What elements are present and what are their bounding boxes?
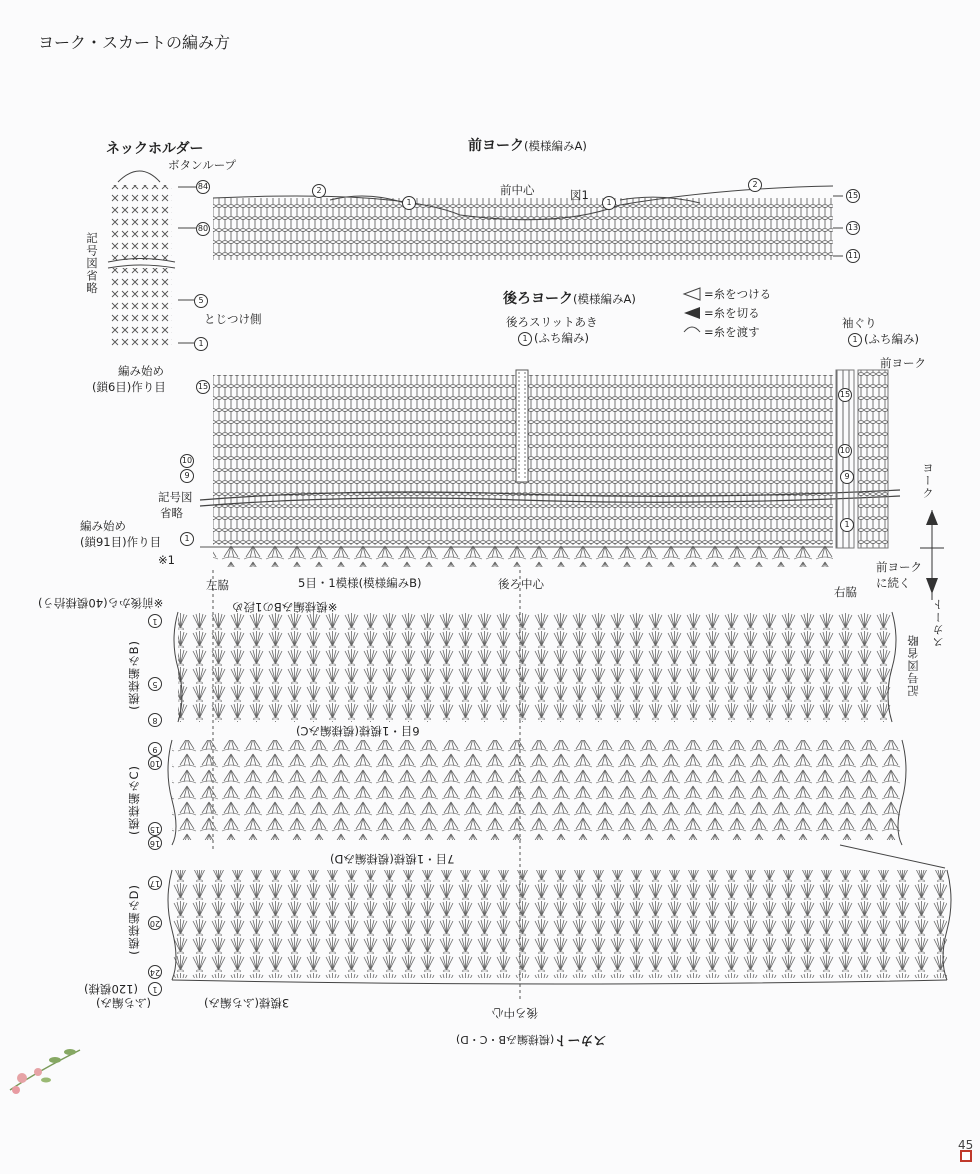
skirt-row-d-17: 17 bbox=[148, 876, 162, 890]
back-abbrev-line1: 記号図 bbox=[158, 490, 193, 504]
skirt-edge-count: (120模様) bbox=[84, 982, 138, 996]
neck-row-1: 1 bbox=[194, 337, 208, 351]
skirt-title-pattern: (模様編みB・C・D) bbox=[456, 1033, 555, 1046]
neck-abbrev-label: 記号図省略 bbox=[85, 232, 99, 295]
skirt-abbrev: 記号図省略 bbox=[906, 634, 920, 697]
skirt-b-once-note: ※模様編みBの1段め bbox=[232, 600, 338, 614]
front-row-11: 11 bbox=[846, 249, 860, 263]
back-yoke-title bbox=[503, 288, 636, 308]
front-yoke-title-text: 前ヨーク bbox=[468, 138, 524, 154]
armhole-edge-label: (ふち編み) bbox=[864, 332, 919, 346]
skirt-title: スカート bbox=[554, 1032, 607, 1047]
star-row-label: ※1 bbox=[158, 553, 175, 567]
back-row-10-left: 10 bbox=[180, 454, 194, 468]
neck-start-chain: (鎖6目)作り目 bbox=[92, 380, 166, 394]
slit-edge-label: (ふち編み) bbox=[534, 331, 589, 345]
back-yoke-pattern: (模様編みA) bbox=[573, 292, 636, 306]
legend-carry: =糸を渡す bbox=[704, 325, 760, 339]
back-row-9-left: 9 bbox=[180, 469, 194, 483]
skirt-front-back-note: ※前後から(40模様拾う) bbox=[38, 596, 164, 610]
front-mark-2-right: 2 bbox=[748, 178, 762, 192]
skirt-row-c-16: 16 bbox=[148, 836, 162, 850]
neck-row-84: 84 bbox=[196, 180, 210, 194]
front-row-13: 13 bbox=[846, 221, 860, 235]
fig1-label: 図1 bbox=[570, 188, 589, 202]
repeat-b-label: 5目・1模様(模様編みB) bbox=[298, 576, 422, 590]
flower-decoration-icon bbox=[10, 1049, 80, 1094]
back-row-10-right: 10 bbox=[838, 444, 852, 458]
neck-row-5: 5 bbox=[194, 294, 208, 308]
page-title: ヨーク・スカートの編み方 bbox=[38, 33, 231, 52]
front-center-label: 前中心 bbox=[500, 183, 535, 197]
back-start-chain: (鎖91目)作り目 bbox=[80, 535, 162, 549]
front-mark-2-left: 2 bbox=[312, 184, 326, 198]
front-yoke-chart bbox=[213, 186, 843, 260]
front-row-15: 15 bbox=[846, 189, 860, 203]
back-abbrev-line2: 省略 bbox=[160, 506, 183, 520]
skirt-row-c-9: 9 bbox=[148, 742, 162, 756]
skirt-row-d-20: 20 bbox=[148, 916, 162, 930]
skirt-pattern-b: (模様編みB) bbox=[127, 640, 141, 710]
yoke-direction-label: ヨーク bbox=[921, 462, 935, 500]
page-number: 45 bbox=[958, 1138, 974, 1152]
skirt-c-chart bbox=[168, 740, 906, 845]
skirt-row-b-5: 5 bbox=[148, 677, 162, 691]
skirt-row-b-8: 8 bbox=[148, 713, 162, 727]
skirt-back-center: 後ろ中心 bbox=[492, 1006, 538, 1020]
back-row-9-right: 9 bbox=[840, 470, 854, 484]
skirt-row-c-10: 10 bbox=[148, 756, 162, 770]
skirt-edge-patterns: (ふち編み) bbox=[96, 996, 151, 1010]
skirt-three-patterns: 3模様(ふち編み) bbox=[204, 996, 290, 1010]
continue-label-2: に続く bbox=[876, 576, 911, 590]
armhole-num: 1 bbox=[848, 333, 862, 347]
front-yoke-pattern: (模様編みA) bbox=[524, 139, 587, 153]
skirt-row-b-1: 1 bbox=[148, 614, 162, 628]
back-start-label: 編み始め bbox=[80, 519, 126, 533]
neck-start-label: 編み始め bbox=[118, 364, 164, 378]
front-yoke-title bbox=[468, 135, 587, 155]
skirt-pattern-c: (模様編みC) bbox=[127, 765, 141, 836]
skirt-row-d-24: 24 bbox=[148, 965, 162, 979]
legend-attach: =糸をつける bbox=[704, 287, 772, 301]
skirt-row-edge-1: 1 bbox=[148, 982, 162, 996]
skirt-d-chart bbox=[168, 845, 951, 984]
skirt-pattern-d: (模様編みD) bbox=[127, 884, 141, 955]
skirt-title-block bbox=[456, 1032, 606, 1051]
back-yoke-title-text: 後ろヨーク bbox=[503, 291, 573, 307]
back-yoke-chart bbox=[200, 370, 944, 600]
back-row-1-right: 1 bbox=[840, 518, 854, 532]
right-side-label: 右脇 bbox=[834, 585, 857, 599]
neck-holder-title: ネックホルダー bbox=[106, 141, 204, 157]
join-side-label: とじつけ側 bbox=[204, 312, 262, 326]
back-row-15-right: 15 bbox=[838, 388, 852, 402]
repeat-c-label: 6目・1模様(模様編みC) bbox=[296, 724, 420, 738]
repeat-d-label: 7目・1模様(模様編みD) bbox=[330, 852, 455, 866]
back-center-label: 後ろ中心 bbox=[498, 577, 544, 591]
legend-symbols bbox=[684, 288, 700, 332]
slit-num: 1 bbox=[518, 332, 532, 346]
skirt-direction-label: スカート bbox=[931, 598, 945, 648]
neck-holder-chart bbox=[108, 171, 196, 350]
front-mark-1-left: 1 bbox=[402, 196, 416, 210]
continue-label-1: 前ヨーク bbox=[876, 560, 922, 574]
button-loop-label: ボタンループ bbox=[168, 158, 237, 172]
back-front-yoke-label: 前ヨーク bbox=[880, 356, 926, 370]
back-row-15-left: 15 bbox=[196, 380, 210, 394]
skirt-row-c-15: 15 bbox=[148, 822, 162, 836]
left-side-label: 左脇 bbox=[206, 578, 229, 592]
slit-label: 後ろスリットあき bbox=[506, 315, 598, 329]
back-row-1-left: 1 bbox=[180, 532, 194, 546]
neck-row-80: 80 bbox=[196, 222, 210, 236]
legend-cut: =糸を切る bbox=[704, 306, 760, 320]
front-mark-1-right: 1 bbox=[602, 196, 616, 210]
armhole-label: 袖ぐり bbox=[842, 316, 877, 330]
